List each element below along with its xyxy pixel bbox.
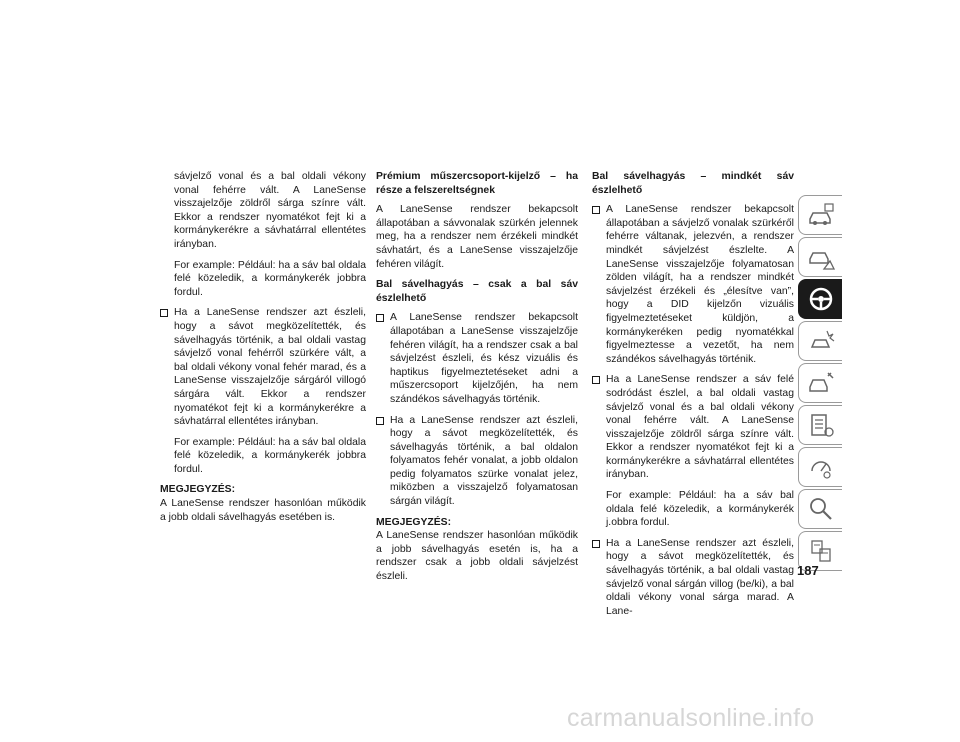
section-heading: Bal sávelhagyás – csak a bal sáv észlelhető <box>376 279 578 304</box>
bullet-text: Ha a LaneSense rendszer azt észleli, hogy a sávot megközelítették, és sávelhagyás történik, a bal oldali vastag sávjelző vonal fehérről szürkére vált, a bal oldali vékony vonal fehér marad, és a LaneSense visszajelzője sárgáról villogó sárgára vált. Ekkor a rendszer nyomatékot fejt ki a kormánykerékre a sávhatárral ellentétes irányban. <box>174 307 366 428</box>
bullet-item <box>592 203 794 366</box>
section-heading: Prémium műszercsoport-kijelző – ha része a felszereltségnek <box>376 171 578 196</box>
note-body: A LaneSense rendszer hasonlóan működik a jobb oldali sávelhagyás esetében is. <box>160 498 366 523</box>
tab-car-info[interactable] <box>798 195 842 235</box>
checkbox-bullet-icon <box>376 417 384 425</box>
gauge-icon <box>807 453 835 481</box>
tab-car-service[interactable] <box>798 363 842 403</box>
bullet-text: A LaneSense rendszer bekapcsolt állapotában a LaneSense visszajelzője fehéren világít, ha a rendszer csak a bal sávjelzést észleli, és kész vizuális és haptikus figyelmeztetéseket adni a műszercsoport kijelzőjén, ha nem szándékos sávelhagyás történik. <box>390 312 578 405</box>
note-title: MEGJEGYZÉS: <box>376 516 452 528</box>
chapter-tabs <box>798 195 844 573</box>
checkbox-bullet-icon <box>592 376 600 384</box>
column-2 <box>376 170 578 591</box>
steering-wheel-icon <box>807 285 835 313</box>
paragraph: A LaneSense rendszer bekapcsolt állapotában a sávvonalak szürkén jelennek meg, ha a rendszer nem érzékeli mindkét sávhatárt, és a LaneSense visszajelzője fehéren világít. <box>376 204 578 270</box>
checkbox-bullet-icon <box>592 206 600 214</box>
tab-car-crash[interactable] <box>798 321 842 361</box>
bullet-item <box>160 306 366 428</box>
tab-search-index[interactable] <box>798 489 842 529</box>
car-info-icon <box>807 201 835 229</box>
example-note: For example: Például: ha a sáv bal oldala felé közeledik, a kormánykerék jobbra fordul. <box>174 259 366 298</box>
section-heading: Bal sávelhagyás – mindkét sáv észlelhető <box>592 171 794 196</box>
car-crash-icon <box>807 327 835 355</box>
tab-car-warning[interactable] <box>798 237 842 277</box>
bullet-item <box>376 311 578 406</box>
note-body: A LaneSense rendszer hasonlóan működik a jobb sávelhagyás esetén is, ha a rendszer csak a jobb oldali sávjelzést észleli. <box>376 530 578 583</box>
continued-paragraph: sávjelző vonal és a bal oldali vékony vonal fehérre vált. A LaneSense visszajelzője zöldről sárga színre vált. Ekkor a rendszer nyomatékot fejt ki a kormánykerékre a sávhatárral ellentétes irányban. <box>174 171 366 250</box>
example-note: For example: Például: ha a sáv bal oldala felé közeledik, a kormánykerék jobbra fordul. <box>174 436 366 475</box>
column-3 <box>592 170 794 625</box>
page-number: 187 <box>797 563 819 578</box>
bullet-item <box>376 414 578 509</box>
car-warning-icon <box>807 243 835 271</box>
car-service-icon <box>807 369 835 397</box>
tab-steering[interactable] <box>798 279 842 319</box>
column-1 <box>160 170 366 531</box>
tab-gauge[interactable] <box>798 447 842 487</box>
bullet-item <box>592 373 794 482</box>
bullet-text: Ha a LaneSense rendszer azt észleli, hogy a sávot megközelítették, és sávelhagyás történik, a bal oldali vastag sávjelző vonal sárgán villog (be/ki), a bal oldali vékony vonal sárga marad. A Lane- <box>606 537 794 617</box>
checkbox-bullet-icon <box>160 309 168 317</box>
language-icon <box>807 537 835 565</box>
bullet-item <box>592 537 794 619</box>
tab-maintenance-list[interactable] <box>798 405 842 445</box>
bullet-text: Ha a LaneSense rendszer azt észleli, hogy a sávot megközelítették, és sávelhagyás történik, a bal oldalon folyamatos fehér vonalat, a jobb oldalon pedig folyamatos szürke vonalat jelez, miközben a visszajelző folyamatosan sárgán világít. <box>390 414 578 508</box>
maintenance-list-icon <box>807 411 835 439</box>
example-note: For example: Például: ha a sáv bal oldala felé közeledik, a kormánykerék j.obbra fordul. <box>606 490 794 529</box>
checkbox-bullet-icon <box>376 314 384 322</box>
search-index-icon <box>807 495 835 523</box>
bullet-text: Ha a LaneSense rendszer a sáv felé sodródást észlel, a bal oldali vastag sávjelző vonal és a bal oldali vékony vonal fehérre vált. A LaneSense visszajelzője zöldről sárga színre vált. Ekkor a rendszer nyomatékot fejt ki a kormánykerékre a sávhatárral ellentétes irányban. <box>606 374 794 481</box>
watermark: carmanualsonline.info <box>567 704 815 732</box>
bullet-text: A LaneSense rendszer bekapcsolt állapotában a sávjelző vonalak szürkéről fehérre váltanak, jelezvén, a rendszer mindkét sávjelzést észlelte. A LaneSense visszajelzője folyamatosan zölden világít, ha a rendszer mindkét sávjelzést érzékeli és „élesítve van”, hogy a DID kijelzőn vizuális figyelmeztetéseket küldjön, a kormánykeréken pedig nyomatékkal figyelmeztesse a vezetőt, ha nem szándékos sávelhagyás történik. <box>606 204 794 365</box>
note-title: MEGJEGYZÉS: <box>160 484 236 496</box>
checkbox-bullet-icon <box>592 540 600 548</box>
